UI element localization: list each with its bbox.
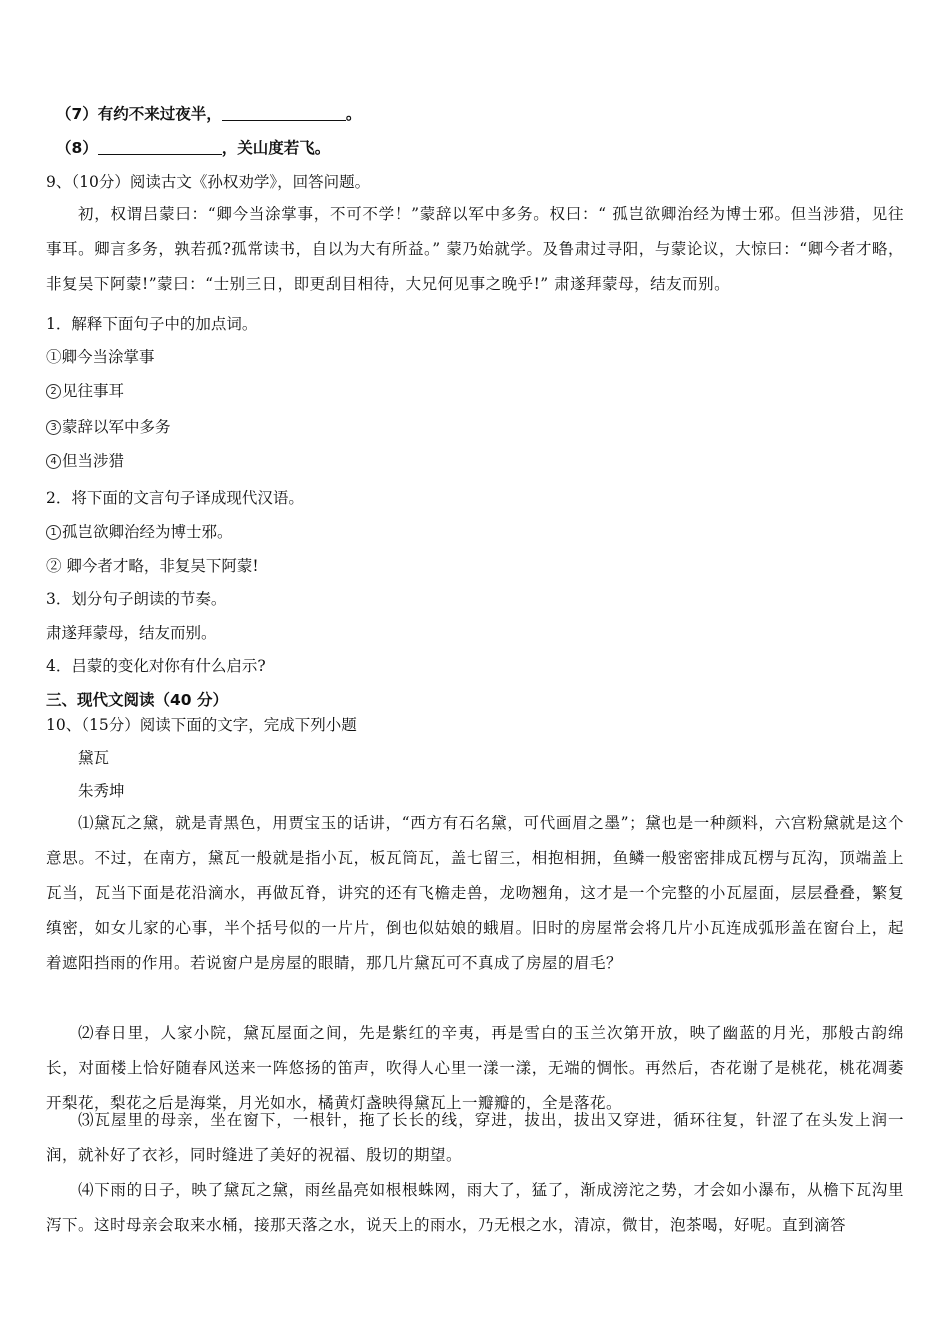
q8-answer-blank[interactable] [98,138,222,155]
q7-answer-blank[interactable] [222,104,346,121]
article-author: 朱秀坤 [78,782,125,800]
q9-passage: 初，权谓吕蒙曰：“卿今当涂掌事，不可不学！”蒙辞以军中多务。权曰：“ 孤岂欲卿治经为博士邪。但当涉猎，见往事耳。卿言多务，孰若孤?孤常读书，自以为大有所益。” 蒙乃始就学。及鲁肃过寻阳，与蒙论议，大惊曰：“卿今者才略，非复吴下阿蒙!”蒙曰：“士别三日，即更刮目相待，大兄何见事之晚乎!” 肃遂拜蒙母，结友而别。 [46,205,904,293]
q9-sub3: 3．划分句子朗读的节奏。 [46,590,227,608]
q9-sub1-item-4: 但当涉猎 [62,452,125,470]
q9-sub2-item-1-line [46,522,233,542]
q9-sub2: 2．将下面的文言句子译成现代汉语。 [46,489,304,507]
q8-text: ，关山度若飞。 [221,139,331,157]
q8-number: （8） [56,139,98,157]
q7-line [56,104,361,124]
circled-number-icon: 4 [46,454,61,469]
q9-sub3-text: 肃遂拜蒙母，结友而别。 [46,624,217,642]
q10-title: 10、（15分）阅读下面的文字，完成下列小题 [46,716,357,734]
article-paragraph-2: ⑵春日里，人家小院，黛瓦屋面之间，先是紫红的辛夷，再是雪白的玉兰次第开放，映了幽蓝的月光，那般古韵绵长，对面楼上恰好随春风送来一阵悠扬的笛声，吹得人心里一漾一漾，无端的惆怅。再然后，杏花谢了是桃花，桃花凋萎开梨花，梨花之后是海棠，月光如水，橘黄灯盏映得黛瓦上一瓣瓣的，全是落花。 [46,1024,904,1112]
q7-end: 。 [345,105,362,123]
q9-sub1-item-2: 见往事耳 [62,382,125,400]
q9-sub2-item-2: ② 卿今者才略，非复吴下阿蒙! [46,557,259,575]
q9-sub1-item-3-line [46,417,171,437]
q9-sub1-item-3: 蒙辞以军中多务 [62,418,171,436]
q9-title: 9、（10分）阅读古文《孙权劝学》，回答问题。 [46,173,371,191]
article-paragraph-1: ⑴黛瓦之黛，就是青黑色，用贾宝玉的话讲，“西方有石名黛，可代画眉之墨”；黛也是一种颜料，六宫粉黛就是这个意思。不过，在南方，黛瓦一般就是指小瓦，板瓦筒瓦，盖七留三，相抱相拥，鱼鳞一般密密排成瓦楞与瓦沟，顶端盖上瓦当，瓦当下面是花沿滴水，再做瓦脊，讲究的还有飞檐走兽，龙吻翘角，这才是一个完整的小瓦屋面，层层叠叠，繁复缜密，如女儿家的心事，半个括号似的一片片，倒也似姑娘的蛾眉。旧时的房屋常会将几片小瓦连成弧形盖在窗台上，起着遮阳挡雨的作用。若说窗户是房屋的眼睛，那几片黛瓦可不真成了房屋的眉毛？ [46,814,904,972]
q9-sub1: 1．解释下面句子中的加点词。 [46,315,258,333]
circled-number-icon: 3 [46,420,61,435]
q9-sub1-item-2-line [46,381,124,401]
circled-number-icon: 1 [46,525,61,540]
q9-sub2-item-1: 孤岂欲卿治经为博士邪。 [62,523,233,541]
q9-sub1-item-1: ①卿今当涂掌事 [46,348,155,366]
article-title: 黛瓦 [78,749,110,767]
q9-sub1-item-4-line [46,451,124,471]
article-paragraph-4: ⑷下雨的日子，映了黛瓦之黛，雨丝晶亮如根根蛛网，雨大了，猛了，渐成滂沱之势，才会如小瀑布，从檐下瓦沟里泻下。这时母亲会取来水桶，接那天落之水，说天上的雨水，乃无根之水，清凉，微甘，泡茶喝，好呢。直到滴答 [46,1181,904,1234]
q7-number: （7） [56,105,98,123]
section-3-heading: 三、现代文阅读（40 分） [46,691,228,709]
q7-text: 有约不来过夜半， [97,105,222,123]
article-paragraph-3: ⑶瓦屋里的母亲，坐在窗下，一根针，拖了长长的线，穿进，拔出，拔出又穿进，循环往复，针涩了在头发上润一润，就补好了衣衫，同时缝进了美好的祝福、殷切的期望。 [46,1111,904,1164]
q8-line [56,138,330,158]
q9-sub4: 4．吕蒙的变化对你有什么启示? [46,657,266,675]
circled-number-icon: 2 [46,384,61,399]
